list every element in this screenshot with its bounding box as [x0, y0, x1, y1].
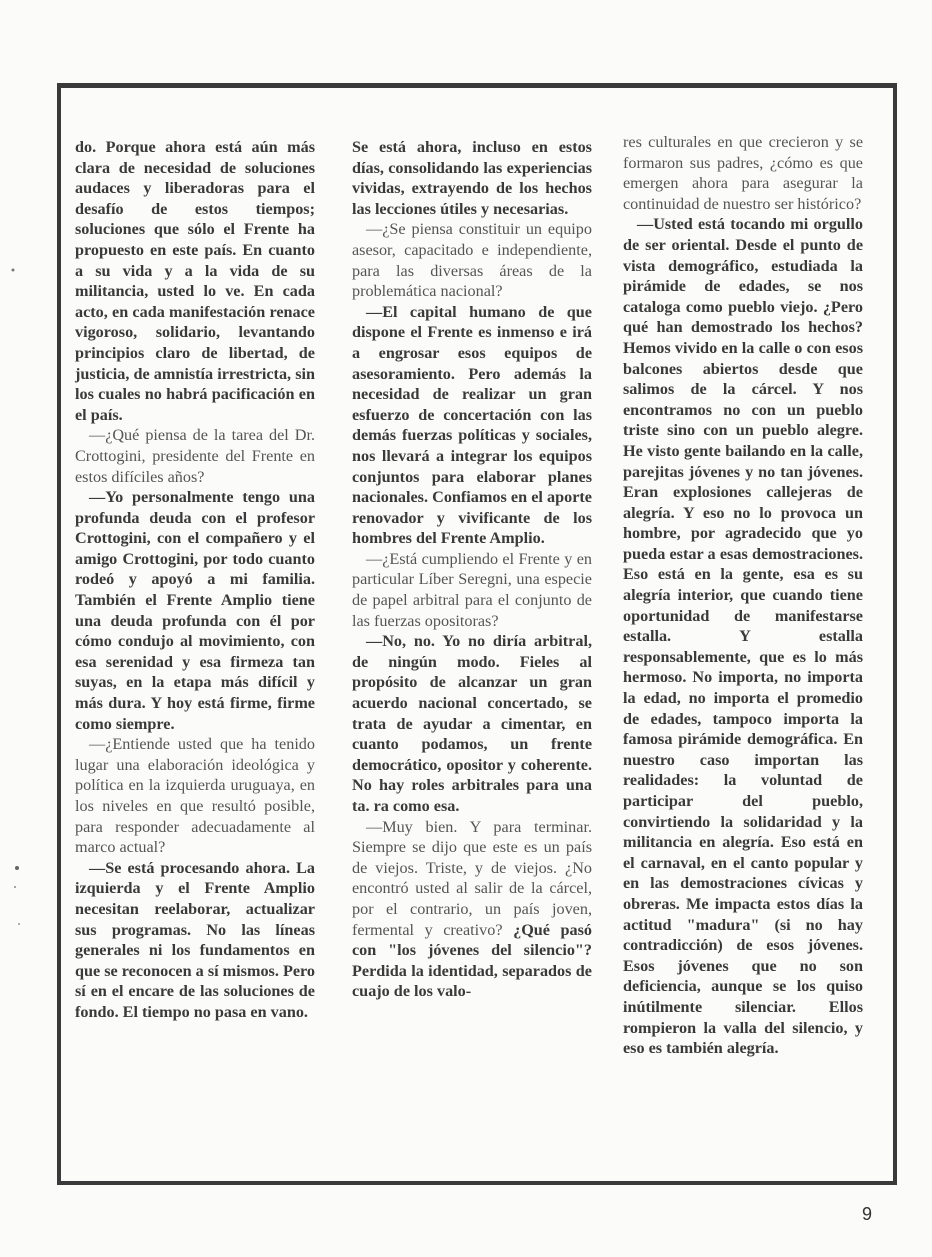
paragraph-question-advisory [352, 219, 592, 301]
speck-3 [14, 886, 16, 888]
question-text-arbitral: —¿Está cumpliendo el Frente y en particular Líber Seregni, una especie de papel arbitral para el conjunto de las fuerzas opositoras? [352, 549, 592, 630]
paragraph-question-youth [352, 817, 592, 1002]
paragraph-question-youth-continued [623, 132, 863, 214]
paragraph-answer-continued [352, 137, 592, 219]
paragraph-question-arbitral [352, 549, 592, 631]
answer-text-continued: Se está ahora, incluso en estos días, consolidando las experiencias vividas, extrayendo de los hechos las lecciones útiles y necesarias. [352, 138, 592, 218]
paragraph-question-2 [75, 425, 315, 487]
paragraph-answer-1 [75, 137, 315, 425]
answer-text-youth: —Usted está tocando mi orgullo de ser oriental. Desde el punto de vista demográfico, estudiada la pirámide de edades, se nos cataloga como pueblo viejo. ¿Pero qué han demostrado los hechos? Hemos vivido en la calle o con esos balcones abiertos desde que salimos de la cárcel. Y nos encontramos no con un pueblo triste sino con un pueblo alegre. He visto gente bailando en la calle, parejitas jóvenes y no tan jóvenes. Eran explosiones callejeras de alegría. Y eso no lo provoca un hombre, por agradecido que yo pueda estar a esas demostraciones. Eso está en la gente, esa es su alegría interior, que cuando tiene oportunidad de manifestarse estalla. Y estalla responsablemente, que es lo más hermoso. No importa, no importa la edad, no importa el promedio de edades, tampoco importa la famosa pirámide demográfica. En nuestro caso importan las realidades: la voluntad de participar del pueblo, convirtiendo la solidaridad y la militancia en alegría. Eso está en el carnaval, en el canto popular y en las demostraciones cívicas y obreras. Me impacta estos días la actitud "madura" (si no hay contradicción) de esos jóvenes. Esos jóvenes que no son deficiencia, aunque se los quiso inútilmente silenciar. Ellos rompieron la valla del silencio, y eso es también alegría. [623, 215, 863, 1058]
text-column-1 [75, 137, 315, 1023]
paragraph-answer-3 [75, 487, 315, 734]
paragraph-answer-youth [623, 214, 863, 1058]
answer-text-1: do. Porque ahora está aún más clara de necesidad de soluciones audaces y liberadoras para el desafío de estos tiempos; soluciones que sólo el Frente ha propuesto en este país. En cuanto a su vida y a la vida de su militancia, usted lo ve. En cada acto, en cada manifestación renace vigoroso, solidario, levantando principios claro de libertad, de justicia, de amnistía irrestricta, sin los cuales no habrá pacificación en el país. [75, 138, 315, 424]
text-column-3 [623, 132, 863, 1059]
speck-1 [12, 269, 15, 272]
question-text-4: —¿Entiende usted que ha tenido lugar una elaboración ideológica y política en la izquierda uruguaya, en los niveles en que resultó posible, para responder adecuadamente al marco actual? [75, 735, 315, 857]
question-text-youth-bold: ¿Qué pasó con "los jóvenes del silencio"? Perdida la identidad, separados de cuajo de los valo- [352, 920, 593, 1001]
paragraph-answer-arbitral [352, 631, 592, 816]
answer-text-arbitral: —No, no. Yo no diría arbitral, de ningún modo. Fieles al propósito de alcanzar un gran acuerdo nacional concertado, se trata de ayudar a cimentar, en cuanto podamos, un frente democrático, opositor y coherente. No hay roles arbitrales para una ta. ra como esa. [352, 632, 592, 815]
page-number: 9 [862, 1204, 873, 1224]
answer-text-5: —Se está procesando ahora. La izquierda y el Frente Amplio necesitan reelaborar, actualizar sus programas. No las líneas generales ni los fundamentos en que se reconocen a sí mismos. Pero sí en el encare de las soluciones de fondo. El tiempo no pasa en vano. [75, 858, 315, 1021]
paragraph-answer-advisory [352, 302, 592, 549]
text-column-2 [352, 137, 592, 1002]
question-text-youth-continued: res culturales en que crecieron y se formaron sus padres, ¿cómo es que emergen ahora para asegurar la continuidad de nuestro ser histórico? [623, 133, 863, 213]
speck-4 [18, 923, 20, 925]
paragraph-answer-5 [75, 858, 315, 1023]
paragraph-question-4 [75, 734, 315, 858]
question-text-youth: —Muy bien. Y para terminar. Siempre se dijo que este es un país de viejos. Triste, y de viejos. ¿No encontró usted al salir de la cárcel, por el contrario, un país joven, fermental y creativo? [352, 817, 592, 939]
question-text-advisory: —¿Se piensa constituir un equipo asesor, capacitado e independiente, para las diversas áreas de la problemática nacional? [352, 220, 592, 301]
answer-text-advisory: —El capital humano de que dispone el Frente es inmenso e irá a engrosar esos equipos de asesoramiento. Pero además la necesidad de realizar un gran esfuerzo de concertación con las demás fuerzas políticas y sociales, nos llevará a integrar los equipos conjuntos para elaborar planes nacionales. Confiamos en el aporte renovador y vivificante de los hombres del Frente Amplio. [352, 302, 592, 548]
question-text-2: —¿Qué piensa de la tarea del Dr. Crottogini, presidente del Frente en estos difíciles años? [75, 426, 315, 486]
speck-2 [15, 866, 19, 870]
answer-text-3: —Yo personalmente tengo una profunda deuda con el profesor Crottogini, con el compañero y el amigo Crottogini, por todo cuanto rodeó y apoyó a mi familia. También el Frente Amplio tiene una deuda profunda con él por cómo condujo al movimiento, con esa serenidad y esa firmeza tan suyas, en la etapa más difícil y más dura. Y hoy está firme, firme como siempre. [75, 488, 315, 733]
